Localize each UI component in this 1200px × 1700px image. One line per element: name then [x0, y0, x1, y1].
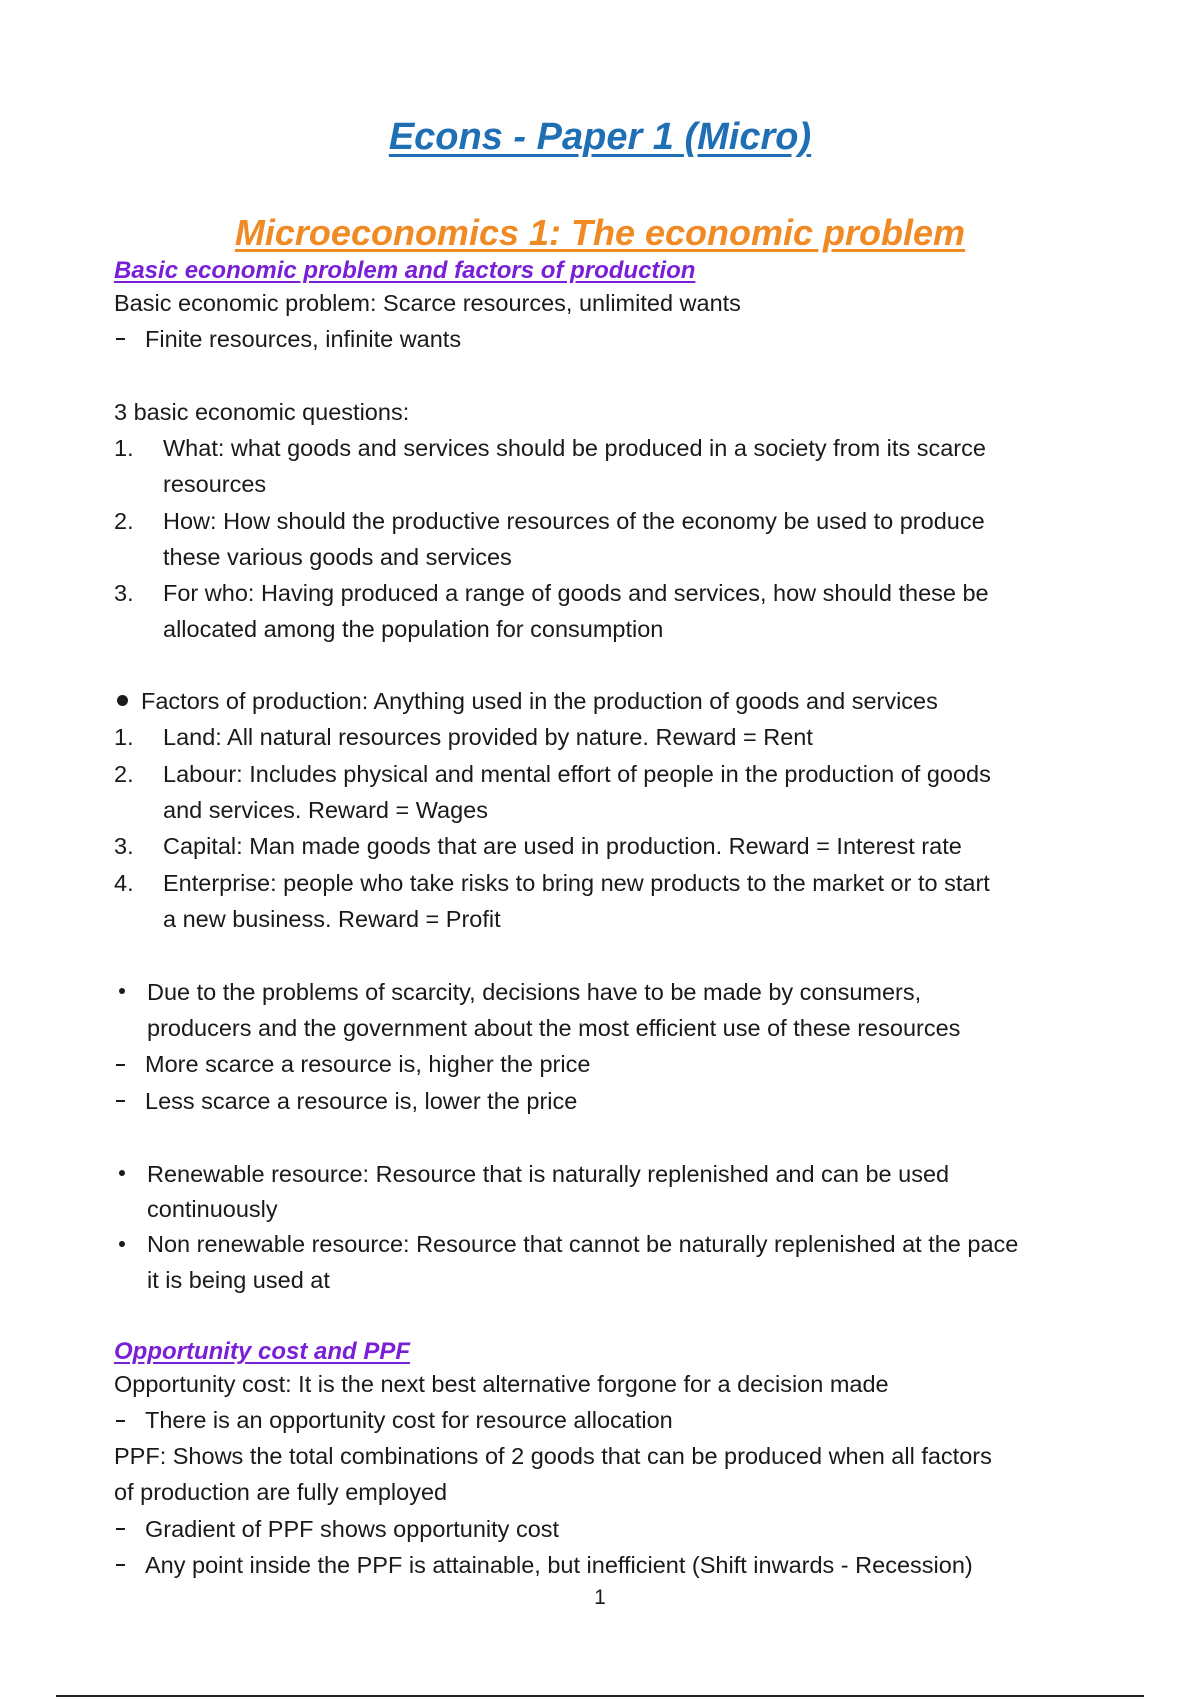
document-title: Econs - Paper 1 (Micro)	[388, 116, 812, 158]
list-number: 3.	[114, 580, 134, 606]
factors-label: Factors of production: Anything used in the production of goods and services	[141, 688, 938, 714]
dash-bullet	[116, 1420, 125, 1422]
bullet-dot	[119, 1170, 125, 1176]
scarcity-line1: Due to the problems of scarcity, decisions have to be made by consumers,	[147, 979, 922, 1005]
bullet-dot	[117, 695, 128, 706]
renewable-line2: continuously	[147, 1196, 278, 1222]
list-number: 2.	[114, 761, 134, 787]
questions-label: 3 basic economic questions:	[114, 399, 410, 425]
question-who-line2: allocated among the population for consumption	[163, 616, 664, 642]
factor-labour-line1: Labour: Includes physical and mental effort of people in the production of goods	[163, 761, 991, 787]
renewable-line1: Renewable resource: Resource that is naturally replenished and can be used	[147, 1161, 950, 1187]
factor-enterprise-line2: a new business. Reward = Profit	[163, 906, 501, 932]
footer-divider	[56, 1695, 1144, 1697]
bullet-dot	[119, 988, 125, 994]
question-what-line2: resources	[163, 471, 267, 497]
chapter-title: Microeconomics 1: The economic problem	[234, 212, 966, 253]
list-number: 1.	[114, 435, 134, 461]
list-number: 3.	[114, 833, 134, 859]
dash-bullet	[116, 1564, 125, 1566]
section-heading-basic-problem: Basic economic problem and factors of production	[114, 257, 696, 284]
list-number: 4.	[114, 870, 134, 896]
bullet-dot	[119, 1241, 125, 1247]
opportunity-cost-sub: There is an opportunity cost for resource allocation	[145, 1407, 673, 1433]
factor-capital: Capital: Man made goods that are used in production. Reward = Interest rate	[163, 833, 962, 859]
scarcity-line2: producers and the government about the most efficient use of these resources	[147, 1015, 961, 1041]
section-heading-opportunity-cost: Opportunity cost and PPF	[114, 1338, 411, 1365]
question-how-line1: How: How should the productive resources of the economy be used to produce	[163, 508, 985, 534]
ppf-definition-line1: PPF: Shows the total combinations of 2 goods that can be produced when all factors	[114, 1443, 992, 1469]
factor-land: Land: All natural resources provided by nature. Reward = Rent	[163, 724, 813, 750]
scarcity-sub-lower: Less scarce a resource is, lower the price	[145, 1088, 578, 1114]
dash-bullet	[116, 338, 125, 340]
question-who-line1: For who: Having produced a range of goods and services, how should these be	[163, 580, 989, 606]
factor-enterprise-line1: Enterprise: people who take risks to bring new products to the market or to start	[163, 870, 990, 896]
nonrenewable-line2: it is being used at	[147, 1267, 330, 1293]
page-number: 1	[594, 1586, 606, 1609]
question-what-line1: What: what goods and services should be produced in a society from its scarce	[163, 435, 986, 461]
basic-problem-definition: Basic economic problem: Scarce resources, unlimited wants	[114, 290, 741, 316]
dash-bullet	[116, 1064, 125, 1066]
dash-bullet	[116, 1528, 125, 1530]
question-how-line2: these various goods and services	[163, 544, 512, 570]
ppf-sub-gradient: Gradient of PPF shows opportunity cost	[145, 1516, 560, 1542]
list-number: 2.	[114, 508, 134, 534]
ppf-definition-line2: of production are fully employed	[114, 1479, 448, 1505]
list-number: 1.	[114, 724, 134, 750]
ppf-sub-inside: Any point inside the PPF is attainable, but inefficient (Shift inwards - Recession)	[145, 1552, 973, 1578]
opportunity-cost-definition: Opportunity cost: It is the next best alternative forgone for a decision made	[114, 1371, 889, 1397]
scarcity-sub-higher: More scarce a resource is, higher the price	[145, 1051, 591, 1077]
nonrenewable-line1: Non renewable resource: Resource that cannot be naturally replenished at the pace	[147, 1231, 1019, 1257]
factor-labour-line2: and services. Reward = Wages	[163, 797, 489, 823]
basic-problem-sub: Finite resources, infinite wants	[145, 326, 462, 352]
dash-bullet	[116, 1100, 125, 1102]
